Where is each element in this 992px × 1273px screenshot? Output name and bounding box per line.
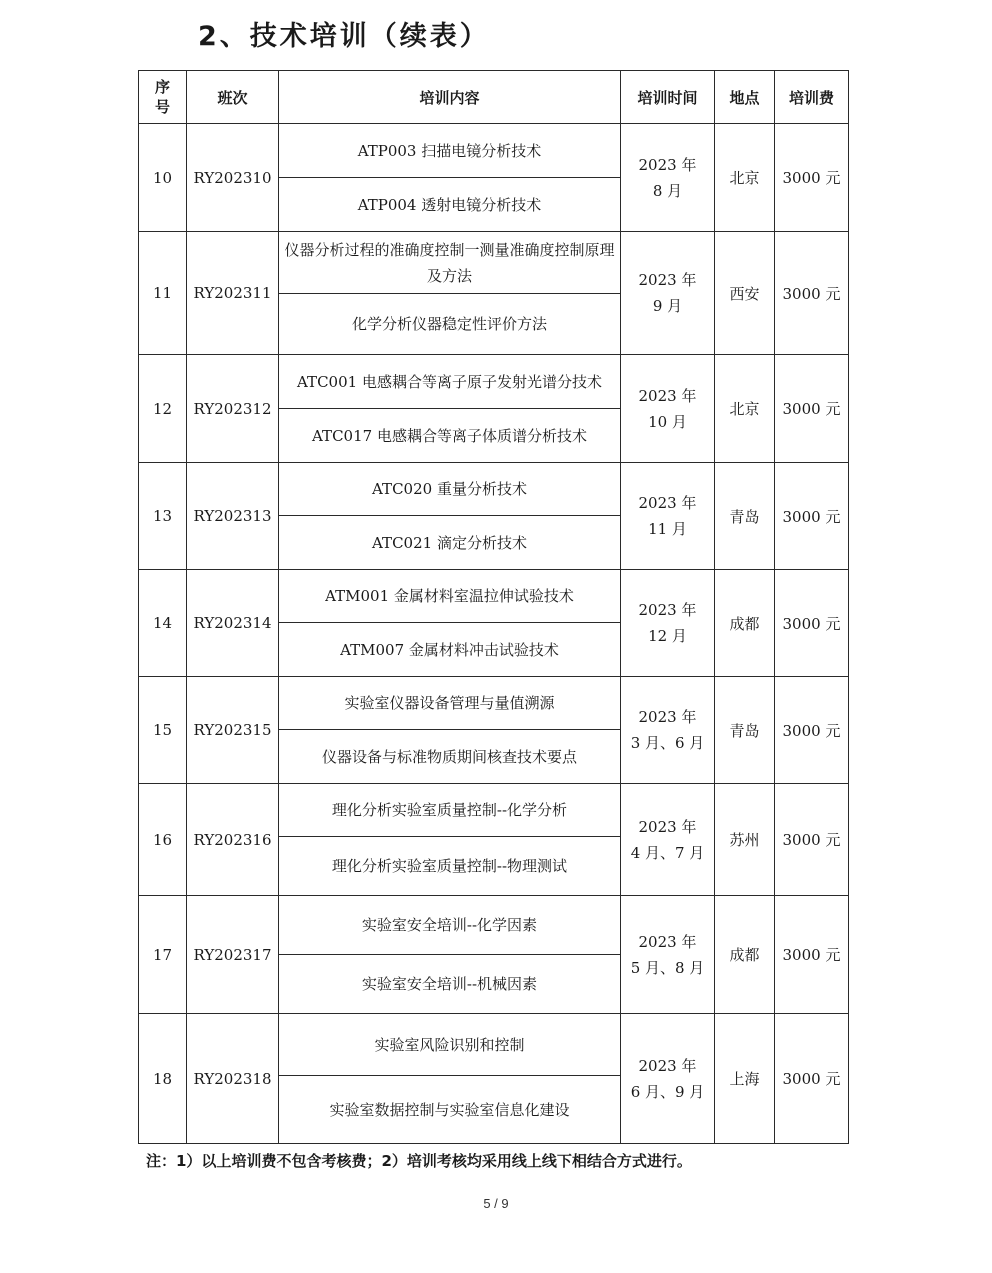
row-location: 北京	[715, 124, 775, 232]
table-row	[139, 124, 849, 178]
row-content-1: 理化分析实验室质量控制--化学分析	[279, 784, 621, 837]
row-fee: 3000 元	[775, 784, 849, 896]
row-content-2: 化学分析仪器稳定性评价方法	[279, 294, 621, 355]
row-time: 2023 年 12 月	[621, 570, 715, 677]
row-location: 上海	[715, 1014, 775, 1144]
table-row	[139, 1014, 849, 1076]
row-fee: 3000 元	[775, 355, 849, 463]
row-class: RY202314	[187, 570, 279, 677]
row-content-1: ATC020 重量分析技术	[279, 463, 621, 516]
row-class: RY202318	[187, 1014, 279, 1144]
table-row	[139, 677, 849, 730]
table-row	[139, 784, 849, 837]
row-class: RY202315	[187, 677, 279, 784]
page-title: 2、技术培训（续表）	[198, 21, 490, 52]
table-row	[139, 355, 849, 409]
page-number: 5 / 9	[483, 1196, 509, 1211]
row-content-2: ATP004 透射电镜分析技术	[279, 178, 621, 232]
table-row	[139, 232, 849, 294]
row-time: 2023 年 6 月、9 月	[621, 1014, 715, 1144]
footnote: 注：1）以上培训费不包含考核费；2）培训考核均采用线上线下相结合方式进行。	[146, 1152, 692, 1170]
row-time: 2023 年 11 月	[621, 463, 715, 570]
row-time: 2023 年 5 月、8 月	[621, 896, 715, 1014]
row-fee: 3000 元	[775, 124, 849, 232]
row-content-1: 实验室仪器设备管理与量值溯源	[279, 677, 621, 730]
row-seq: 12	[139, 355, 187, 463]
row-content-2: ATM007 金属材料冲击试验技术	[279, 623, 621, 677]
table-header-row	[139, 71, 849, 124]
row-class: RY202312	[187, 355, 279, 463]
row-content-1: 实验室风险识别和控制	[279, 1014, 621, 1076]
table-row	[139, 570, 849, 623]
table-row	[139, 463, 849, 516]
row-content-2: 实验室安全培训--机械因素	[279, 955, 621, 1014]
row-class: RY202317	[187, 896, 279, 1014]
row-seq: 16	[139, 784, 187, 896]
row-class: RY202316	[187, 784, 279, 896]
row-seq: 13	[139, 463, 187, 570]
row-time: 2023 年 10 月	[621, 355, 715, 463]
row-time: 2023 年 8 月	[621, 124, 715, 232]
row-content-2: 仪器设备与标准物质期间核查技术要点	[279, 730, 621, 784]
row-time: 2023 年 4 月、7 月	[621, 784, 715, 896]
header-fee: 培训费	[775, 71, 849, 124]
row-content-2: 理化分析实验室质量控制--物理测试	[279, 837, 621, 896]
row-location: 北京	[715, 355, 775, 463]
row-fee: 3000 元	[775, 896, 849, 1014]
row-class: RY202311	[187, 232, 279, 355]
row-seq: 15	[139, 677, 187, 784]
row-seq: 14	[139, 570, 187, 677]
row-class: RY202310	[187, 124, 279, 232]
row-content-2: 实验室数据控制与实验室信息化建设	[279, 1076, 621, 1144]
row-content-2: ATC017 电感耦合等离子体质谱分析技术	[279, 409, 621, 463]
row-location: 成都	[715, 570, 775, 677]
header-seq: 序 号	[139, 71, 187, 124]
row-content-1: ATP003 扫描电镜分析技术	[279, 124, 621, 178]
row-content-2: ATC021 滴定分析技术	[279, 516, 621, 570]
row-seq: 10	[139, 124, 187, 232]
row-fee: 3000 元	[775, 677, 849, 784]
row-class: RY202313	[187, 463, 279, 570]
row-content-1: 仪器分析过程的准确度控制一测量准确度控制原理及方法	[279, 232, 621, 294]
header-time: 培训时间	[621, 71, 715, 124]
row-location: 青岛	[715, 677, 775, 784]
header-content: 培训内容	[279, 71, 621, 124]
row-fee: 3000 元	[775, 1014, 849, 1144]
row-fee: 3000 元	[775, 463, 849, 570]
row-content-1: ATC001 电感耦合等离子原子发射光谱分技术	[279, 355, 621, 409]
row-location: 苏州	[715, 784, 775, 896]
row-fee: 3000 元	[775, 232, 849, 355]
row-content-1: 实验室安全培训--化学因素	[279, 896, 621, 955]
row-seq: 17	[139, 896, 187, 1014]
row-location: 成都	[715, 896, 775, 1014]
row-location: 西安	[715, 232, 775, 355]
training-schedule-table	[138, 70, 849, 1144]
row-location: 青岛	[715, 463, 775, 570]
row-time: 2023 年 9 月	[621, 232, 715, 355]
row-time: 2023 年 3 月、6 月	[621, 677, 715, 784]
header-location: 地点	[715, 71, 775, 124]
row-fee: 3000 元	[775, 570, 849, 677]
table-row	[139, 896, 849, 955]
row-seq: 18	[139, 1014, 187, 1144]
header-class: 班次	[187, 71, 279, 124]
row-seq: 11	[139, 232, 187, 355]
row-content-1: ATM001 金属材料室温拉伸试验技术	[279, 570, 621, 623]
